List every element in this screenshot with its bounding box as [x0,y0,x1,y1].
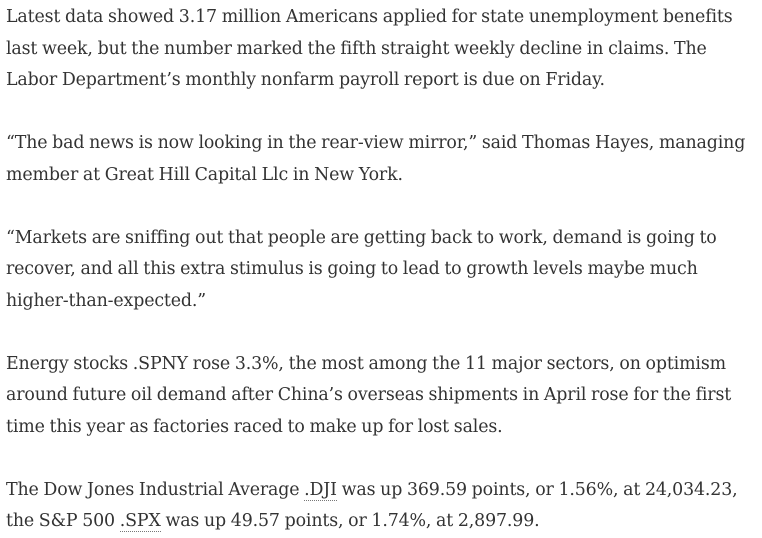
paragraph-spacer [6,443,754,475]
paragraph-energy-stocks: Energy stocks .SPNY rose 3.3%, the most among the 11 major sectors, on optimism around future oil demand after China’s overseas shipments in April rose for the first time this year as factories raced to make up for lost sales. [6,353,732,437]
paragraph-spacer [6,97,754,129]
paragraph-spacer [6,191,754,223]
paragraph-unemployment-claims: Latest data showed 3.17 million Americans applied for state unemployment benefits last week, but the number marked the fifth straight weekly decline in claims. The Labor Department’s monthly nonfarm payroll report is due on Friday. [6,7,733,90]
paragraph-index-levels [6,475,754,538]
index-text-part1: The Dow Jones Industrial Average [6,479,305,500]
ticker-link-spx[interactable]: .SPX [119,511,161,531]
index-text-part2: was up 369.59 points, or 1.56%, at 24,034.23, the S&P 500 [6,479,738,531]
paragraph-hayes-quote: “The bad news is now looking in the rear-view mirror,” said Thomas Hayes, managing member at Great Hill Capital Llc in New York. [6,133,746,185]
paragraph-spacer [6,317,754,349]
paragraph-markets-quote: “Markets are sniffing out that people are getting back to work, demand is going to recover, and all this extra stimulus is going to lead to growth levels maybe much higher-than-expected.” [6,227,717,311]
index-text-part3: was up 49.57 points, or 1.74%, at 2,897.99. [160,511,540,531]
ticker-link-dji[interactable]: .DJI [304,479,337,500]
